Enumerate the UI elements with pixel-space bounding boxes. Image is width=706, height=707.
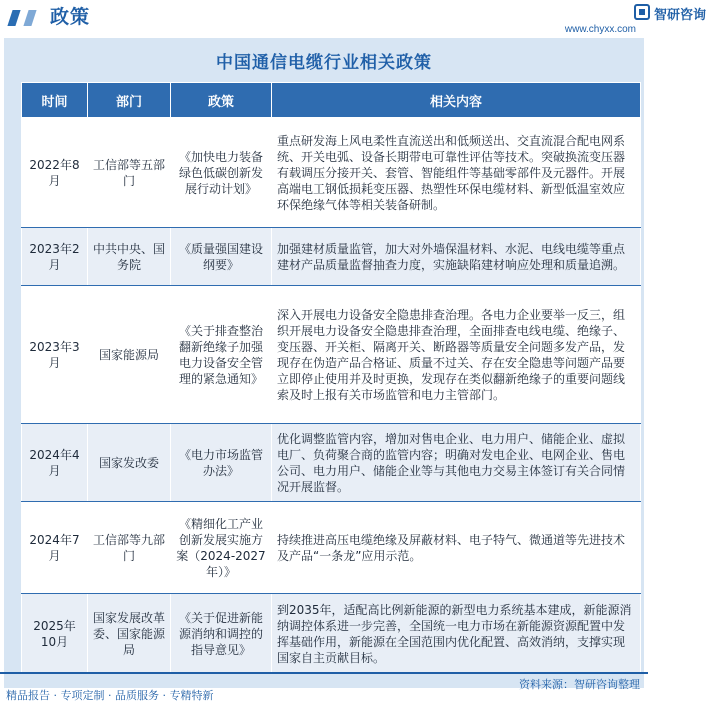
cell-dept: 工信部等五部门 — [88, 118, 171, 228]
cell-dept: 国家发改委 — [88, 424, 171, 502]
column-header-content: 相关内容 — [272, 83, 641, 118]
cell-policy: 《精细化工产业创新发展实施方案（2024-2027年）》 — [171, 502, 272, 594]
brand-logo-icon — [634, 4, 650, 20]
section-marker-icon — [23, 10, 36, 26]
table-row — [22, 118, 641, 228]
cell-time: 2025年10月 — [22, 594, 88, 674]
cell-content: 优化调整监管内容，增加对售电企业、电力用户、储能企业、虚拟电厂、负荷聚合商的监管内容；明确对发电企业、电网企业、售电公司、电力用户、储能企业等与其他电力交易主体签订有关合同情况开展监督。 — [272, 424, 641, 502]
cell-time: 2023年3月 — [22, 286, 88, 424]
footer-services: 精品报告 · 专项定制 · 品质服务 · 专精特新 — [6, 689, 214, 702]
cell-content: 深入开展电力设备安全隐患排查治理。各电力企业要举一反三，组织开展电力设备安全隐患排查治理，全面排查电线电缆、绝缘子、变压器、开关柜、隔离开关、断路器等质量安全问题多发产品，发现存在伪造产品合格证、质量不过关、存在安全隐患等问题产品要立即停止使用并及时更换，发现存在类似翻新绝缘子的重要问题线索及时上报有关市场监管和电力主管部门。 — [272, 286, 641, 424]
column-header-dept: 部门 — [88, 83, 171, 118]
cell-dept: 国家能源局 — [88, 286, 171, 424]
table-row — [22, 424, 641, 502]
brand-url: www.chyxx.com — [564, 24, 636, 35]
cell-content: 持续推进高压电缆绝缘及屏蔽材料、电子特气、微通道等先进技术及产品“一条龙”应用示范。 — [272, 502, 641, 594]
table-row — [22, 286, 641, 424]
table-row — [22, 228, 641, 286]
table-title: 中国通信电缆行业相关政策 — [216, 53, 432, 73]
brand-name: 智研咨询 — [654, 8, 706, 23]
section-marker-icon — [7, 10, 20, 26]
table-row — [22, 502, 641, 594]
top-header — [0, 0, 706, 40]
policy-table — [21, 82, 641, 674]
cell-dept: 国家发展改革委、国家能源局 — [88, 594, 171, 674]
cell-time: 2022年8月 — [22, 118, 88, 228]
cell-content: 重点研发海上风电柔性直流送出和低频送出、交直流混合配电网系统、开关电弧、设备长期带电可靠性评估等技术。突破换流变压器有载调压分接开关、套管、智能组件等基础零部件及元器件。开展高端电工钢低损耗变压器、热塑性环保电缆材料、新型低温室效应环保绝缘气体等相关装备研制。 — [272, 118, 641, 228]
cell-policy: 《质量强国建设纲要》 — [171, 228, 272, 286]
cell-time: 2023年2月 — [22, 228, 88, 286]
cell-policy: 《加快电力装备绿色低碳创新发展行动计划》 — [171, 118, 272, 228]
cell-content: 加强建材质量监管，加大对外墙保温材料、水泥、电线电缆等重点建材产品质量监督抽查力度，实施缺陷建材响应处理和质量追溯。 — [272, 228, 641, 286]
section-title: 政策 — [50, 6, 91, 28]
cell-dept: 工信部等九部门 — [88, 502, 171, 594]
column-header-policy: 政策 — [171, 83, 272, 118]
table-header-row — [22, 83, 641, 118]
cell-policy: 《关于排查整治翻新绝缘子加强电力设备安全管理的紧急通知》 — [171, 286, 272, 424]
cell-policy: 《电力市场监管办法》 — [171, 424, 272, 502]
cell-time: 2024年4月 — [22, 424, 88, 502]
table-row — [22, 594, 641, 674]
cell-dept: 中共中央、国务院 — [88, 228, 171, 286]
cell-time: 2024年7月 — [22, 502, 88, 594]
policy-panel — [4, 38, 644, 688]
cell-policy: 《关于促进新能源消纳和调控的指导意见》 — [171, 594, 272, 674]
source-note: 资料来源：智研咨询整理 — [519, 678, 640, 691]
cell-content: 到2035年，适配高比例新能源的新型电力系统基本建成，新能源消纳调控体系进一步完善，全国统一电力市场在新能源资源配置中发挥基础作用，新能源在全国范围内优化配置、高效消纳，支撑实现国家自主贡献目标。 — [272, 594, 641, 674]
column-header-time: 时间 — [22, 83, 88, 118]
footer-divider — [0, 672, 648, 674]
